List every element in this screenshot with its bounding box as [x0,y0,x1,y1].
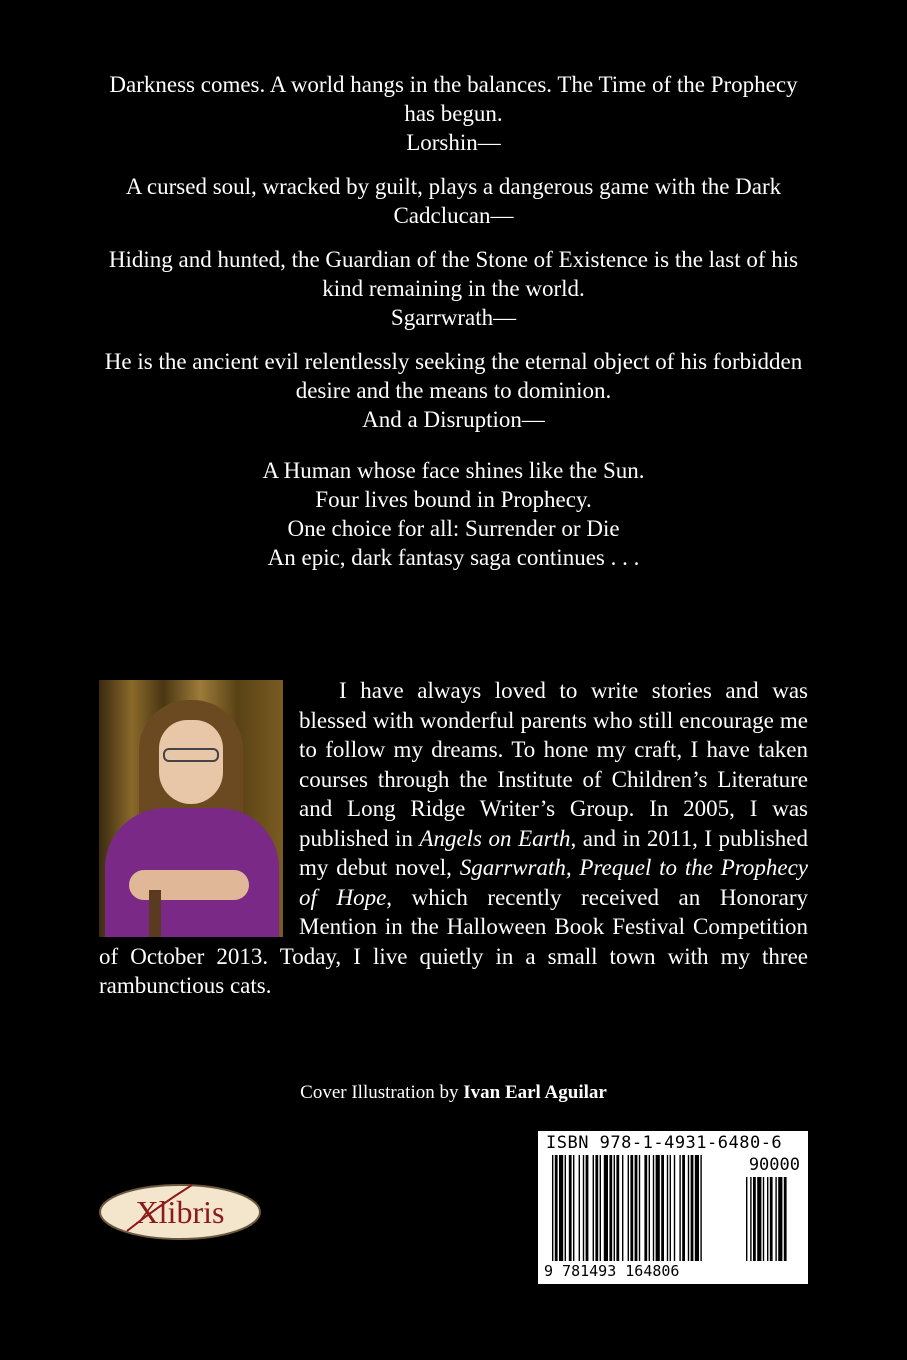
barcode-addon-bar [767,1177,768,1261]
barcode-number: 9 781493 164806 [544,1262,680,1280]
isbn-barcode [538,1131,808,1284]
cover-credit [0,1082,907,1104]
illustrator-name: Ivan Earl Aguilar [463,1082,607,1103]
blurb-line: And a Disruption— [362,407,545,432]
credit-prefix: Cover Illustration by [300,1082,464,1103]
barcode-bar [552,1155,553,1261]
blurb-line: Darkness comes. A world hangs in the balances. The Time of the Prophecy [109,72,798,97]
barcode-bar [661,1155,664,1261]
bio-title-angels: Angels on Earth [419,825,571,851]
barcode-bar [559,1155,563,1261]
price-code: 90000 [748,1155,800,1175]
barcode-bar [600,1155,601,1261]
barcode-bar [622,1155,623,1261]
barcode-bar [639,1155,640,1261]
barcode-addon-bar [753,1177,756,1261]
barcode-addon-bar [763,1177,764,1261]
barcode-bar [555,1155,558,1261]
barcode-bar [679,1155,680,1261]
barcode-bar [667,1155,668,1261]
barcode-bar [595,1155,598,1261]
barcode-bar [649,1155,650,1261]
barcode-bar [700,1155,701,1261]
blurb-line: Hiding and hunted, the Guardian of the Stone of Existence is the last of his [108,247,799,272]
blurb-line: Four lives bound in Prophecy. [315,487,592,512]
blurb-line: An epic, dark fantasy saga continues . . . [267,545,640,570]
bio-text: , which recently received an Honorary Mention in the Halloween Book Festival Competition of October 2013. Today, I live quietly in a small town with my three rambunctious cats. [99,884,808,998]
barcode-bar [628,1155,629,1261]
barcode-bar [682,1155,685,1261]
blurb-line: desire and the means to dominion. [295,378,612,403]
barcode-bar [609,1155,612,1261]
blurb-line: A cursed soul, wracked by guilt, plays a dangerous game with the Dark [125,174,782,199]
author-photo-arm [129,870,249,900]
author-bio [99,676,808,1001]
barcode-bar [593,1155,594,1261]
barcode-bar [565,1155,566,1261]
blurb-paragraph-3 [60,245,847,332]
author-photo [99,680,283,937]
xlibris-logo-graphic [97,1177,264,1243]
barcode-bar [688,1155,689,1261]
author-photo-chair [149,890,161,937]
blurb-line: has begun. [404,101,503,126]
bio-title-sgarrwrath: Sgarrwrath, Prequel to the Prophecy of Hope [299,855,808,910]
blurb-line: Cadclucan— [393,203,514,228]
barcode-bar [656,1155,660,1261]
barcode-addon-bar [746,1177,747,1261]
barcode-addon-bar [757,1177,761,1261]
publisher-logo [97,1177,264,1243]
barcode-bar [653,1155,654,1261]
blurb-paragraph-1 [60,70,847,157]
blurb-paragraph-2 [60,172,847,230]
author-photo-glasses [163,748,219,762]
blurb-line: Lorshin— [406,130,501,155]
blurb-line: He is the ancient evil relentlessly seeking the eternal object of his forbidden [104,349,803,374]
barcode-addon-bar [770,1177,773,1261]
barcode-bar [691,1155,694,1261]
blurb-tagline [60,456,847,572]
barcode-bar [616,1155,619,1261]
barcode-addon-bar [784,1177,787,1261]
logo-text: Xlibris [135,1194,225,1230]
barcode-addon-bar [775,1177,776,1261]
blurb-line: One choice for all: Surrender or Die [287,516,620,541]
barcode-bar [614,1155,615,1261]
barcode-bar [674,1155,675,1261]
isbn-label: ISBN 978-1-4931-6480-6 [546,1133,783,1153]
barcode-bar [635,1155,638,1261]
blurb-line: Sgarrwrath— [390,305,517,330]
barcode-bar [573,1155,574,1261]
barcode-bar [586,1155,589,1261]
barcode-bar [644,1155,647,1261]
bio-text: I have always loved to write stories and was blessed with wonderful parents who still encourage me to follow my dreams. To hone my craft, I have taken courses through the Institute of Children’s Literature and Long Ridge Writer’s Group. In 2005, I was published in [299,678,808,851]
barcode-bar [579,1155,580,1261]
author-photo-face [159,720,223,804]
blurb-paragraph-4 [60,347,847,434]
barcode-bar [569,1155,572,1261]
barcode-bar [695,1155,699,1261]
blurb-line: A Human whose face shines like the Sun. [262,458,645,483]
barcode-bar [670,1155,671,1261]
barcode-bar [604,1155,608,1261]
back-cover-blurb [60,70,847,587]
barcode-bar [630,1155,633,1261]
barcode-addon-bar [778,1177,782,1261]
blurb-line: kind remaining in the world. [322,276,585,301]
barcode-bar [583,1155,584,1261]
barcode-addon-bar [750,1177,751,1261]
bio-text: , and in 2011, I published my debut novel, [299,825,808,880]
